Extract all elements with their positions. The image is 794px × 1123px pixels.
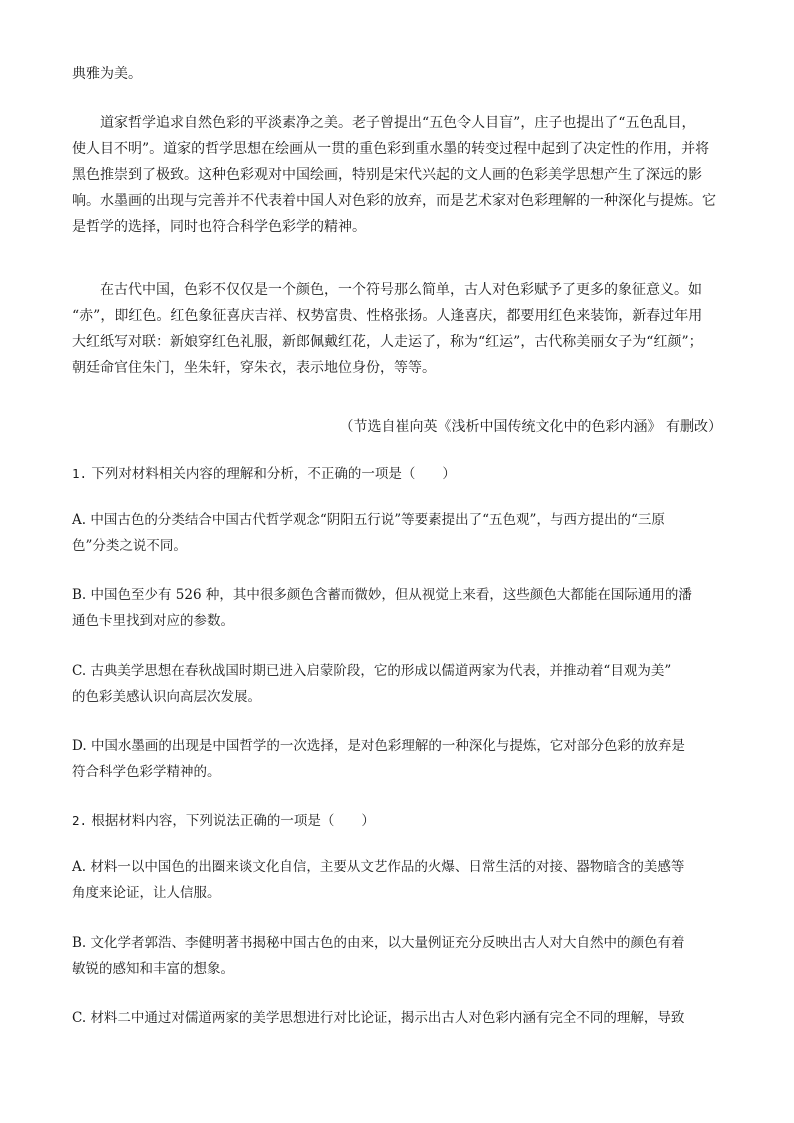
option-label: D. (72, 738, 87, 754)
passage-line: 黑色推崇到了极致。这种色彩观对中国绘画，特别是宋代兴起的文人画的色彩美学思想产生了深远的影 (72, 167, 702, 183)
option-text: 文化学者郭浩、李健明著书揭秘中国古色的由来，以大量例证充分反映出古人对大自然中的颜色有着 (90, 935, 685, 951)
option-label: B. (72, 935, 87, 951)
passage-line: 典雅为美。 (72, 66, 142, 82)
passage-line: 道家哲学追求自然色彩的平淡素净之美。老子曾提出“五色令人目盲”，庄子也提出了“五色乱目， (100, 115, 696, 131)
option-text: 古典美学思想在春秋战国时期已进入启蒙阶段，它的形成以儒道两家为代表，并推动着“目观为美” (90, 663, 672, 679)
option-text: 中国水墨画的出现是中国哲学的一次选择，是对色彩理解的一种深化与提炼，它对部分色彩的放弃是 (90, 738, 685, 754)
option-label: C. (72, 663, 87, 679)
passage-line: “赤”，即红色。红色象征喜庆吉祥、权势富贵、性格张扬。人逢喜庆，都要用红色来装饰，新春过年用 (72, 308, 703, 324)
option-text: 敏锐的感知和丰富的想象。 (72, 961, 234, 977)
option-text: 的色彩美感认识向高层次发展。 (72, 689, 261, 705)
question-1-stem (72, 461, 722, 487)
option-text: 中国色至少有 526 种，其中很多颜色含蓄而微妙，但从视觉上来看，这些颜色大都能在国际通用的潘 (90, 587, 692, 603)
option-text: 材料一以中国色的出圈来谈文化自信，主要从文艺作品的火爆、日常生活的对接、器物暗含的美感等 (90, 859, 685, 875)
option-text: 通色卡里找到对应的参数。 (72, 613, 234, 629)
question-text: 根据材料内容，下列说法正确的一项是（ ） (91, 813, 375, 829)
passage-line: 使人目不明”。道家的哲学思想在绘画从一贯的重色彩到重水墨的转变过程中起到了决定性的作用，并将 (72, 141, 710, 157)
option-text: 符合科学色彩学精神的。 (72, 764, 221, 780)
passage-line: 大红纸写对联：新娘穿红色礼服，新郎佩戴红花，人走运了，称为“红运”，古代称美丽女子为“红颜”； (72, 334, 703, 350)
option-text: 材料二中通过对儒道两家的美学思想进行对比论证，揭示出古人对色彩内涵有完全不同的理解，导致 (90, 1010, 685, 1026)
option-label: A. (72, 859, 87, 875)
passage-source: （节选自崔向英《浅析中国传统文化中的色彩内涵》 有删改） (339, 419, 722, 435)
option-label: B. (72, 587, 87, 603)
passage-paragraph-2 (72, 277, 722, 381)
question-number: 1. (72, 466, 88, 481)
question-1-option-a (72, 507, 722, 559)
option-label: C. (72, 1010, 87, 1026)
question-1-option-b (72, 582, 722, 634)
question-1-option-d (72, 733, 722, 785)
question-1-option-c (72, 658, 722, 710)
passage-line: 在古代中国，色彩不仅仅是一个颜色，一个符号那么简单，古人对色彩赋予了更多的象征意义。如 (100, 282, 702, 298)
question-text: 下列对材料相关内容的理解和分析，不正确的一项是（ ） (91, 466, 456, 482)
option-text: 色”分类之说不同。 (72, 538, 187, 554)
passage-line: 是哲学的选择，同时也符合科学色彩学的精神。 (72, 219, 366, 235)
question-number: 2. (72, 813, 88, 828)
passage-line: 响。水墨画的出现与完善并不代表着中国人对色彩的放弃，而是艺术家对色彩理解的一种深化与提炼。它 (72, 193, 716, 209)
question-2-stem (72, 808, 722, 834)
passage-line: 朝廷命官住朱门，坐朱轩，穿朱衣，表示地位身份，等等。 (72, 360, 436, 376)
passage-paragraph-1 (72, 110, 722, 240)
option-text: 中国古色的分类结合中国古代哲学观念“阴阳五行说”等要素提出了“五色观”，与西方提出的“三原 (90, 512, 665, 528)
question-2-option-b (72, 930, 722, 982)
question-2-option-c (72, 1005, 722, 1031)
passage-paragraph-0 (72, 61, 722, 87)
question-2-option-a (72, 854, 722, 906)
option-text: 角度来论证，让人信服。 (72, 885, 221, 901)
option-label: A. (72, 512, 87, 528)
